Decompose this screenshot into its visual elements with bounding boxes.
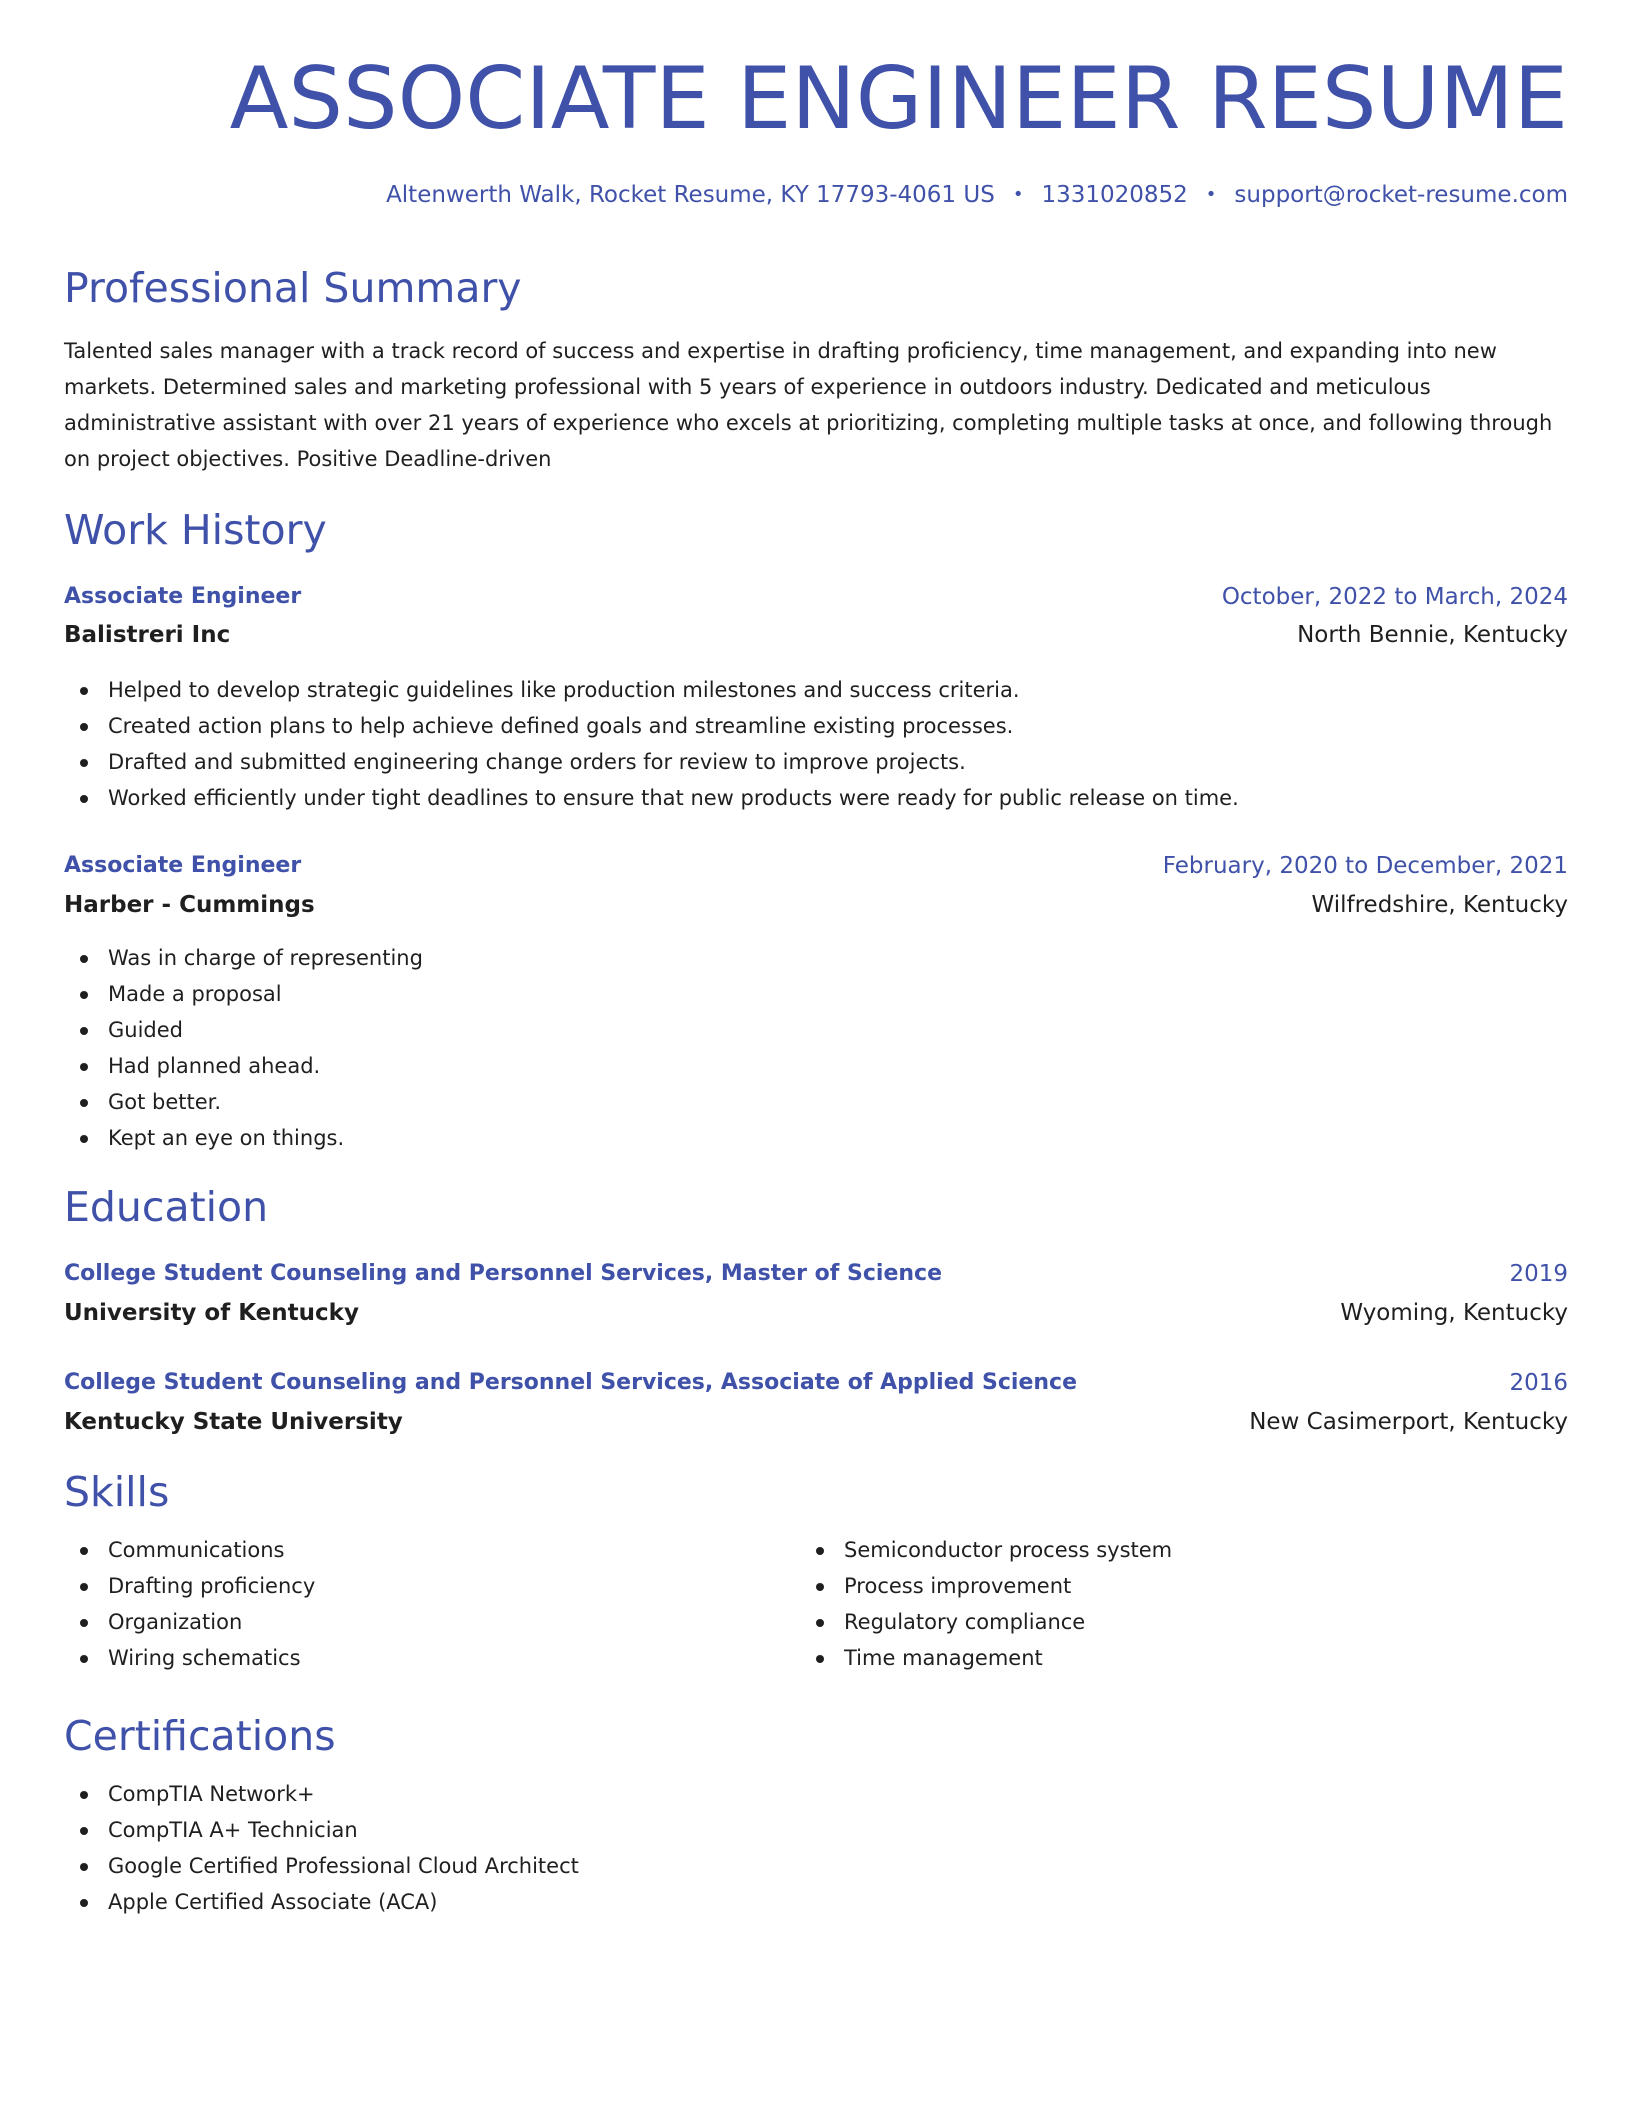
education-heading: Education (64, 1183, 269, 1231)
job-2-dates: February, 2020 to December, 2021 (1162, 853, 1568, 879)
education-2-subheader (64, 1407, 1568, 1437)
summary-text: Talented sales manager with a track record of success and expertise in drafting proficiency, time management, and expanding into new markets. Determined sales and marketing professional with 5 years of experience in outdoors industry. Dedicated and meticulous administrative assistant with over 21 years of experience who excels at prioritizing, completing multiple tasks at once, and following through on project objectives. Positive Deadline-driven (64, 339, 1553, 471)
job-2-header (64, 851, 1568, 881)
resume-title: ASSOCIATE ENGINEER RESUME (229, 49, 1568, 149)
phone-text: 1331020852 (1041, 182, 1188, 208)
job-1-company: Balistreri Inc (64, 622, 231, 648)
list-item: CompTIA A+ Technician (64, 1812, 579, 1848)
summary-heading: Professional Summary (64, 264, 522, 312)
job-1-location: North Bennie, Kentucky (1297, 622, 1568, 648)
job-2-location: Wilfredshire, Kentucky (1311, 892, 1568, 918)
list-item: Apple Certified Associate (ACA) (64, 1884, 579, 1920)
contact-separator: • (1205, 184, 1217, 205)
contact-separator: • (1012, 184, 1024, 205)
list-item: Google Certified Professional Cloud Architect (64, 1848, 579, 1884)
education-1-header (64, 1259, 1568, 1289)
list-item: Time management (800, 1640, 1172, 1676)
skills-heading: Skills (64, 1468, 170, 1516)
list-item: Got better. (64, 1084, 423, 1120)
education-2-degree: College Student Counseling and Personnel Services, Associate of Applied Science (64, 1370, 1078, 1395)
list-item: Wiring schematics (64, 1640, 315, 1676)
list-item: Semiconductor process system (800, 1532, 1172, 1568)
education-2-school: Kentucky State University (64, 1409, 403, 1435)
education-1-year: 2019 (1509, 1261, 1568, 1287)
job-1-bullets (64, 672, 1239, 816)
work-history-heading: Work History (64, 506, 327, 554)
list-item: Was in charge of representing (64, 940, 423, 976)
list-item: Guided (64, 1012, 423, 1048)
education-2-year: 2016 (1509, 1370, 1568, 1396)
list-item: Drafted and submitted engineering change orders for review to improve projects. (64, 744, 1239, 780)
job-2-company: Harber - Cummings (64, 892, 315, 918)
list-item: Helped to develop strategic guidelines like production milestones and success criteria. (64, 672, 1239, 708)
list-item: Communications (64, 1532, 315, 1568)
education-2-location: New Casimerport, Kentucky (1249, 1409, 1568, 1435)
list-item: Made a proposal (64, 976, 423, 1012)
list-item: Worked efficiently under tight deadlines to ensure that new products were ready for public release on time. (64, 780, 1239, 816)
job-1-dates: October, 2022 to March, 2024 (1221, 584, 1568, 610)
address-text: Altenwerth Walk, Rocket Resume, KY 17793-4061 US (386, 182, 995, 208)
education-1-school: University of Kentucky (64, 1300, 359, 1326)
contact-line (386, 184, 1568, 207)
job-1-header (64, 582, 1568, 612)
job-1-subheader (64, 620, 1568, 650)
skills-list-right (800, 1532, 1172, 1676)
list-item: Had planned ahead. (64, 1048, 423, 1084)
job-1-role: Associate Engineer (64, 584, 302, 609)
education-1-location: Wyoming, Kentucky (1340, 1300, 1568, 1326)
certifications-heading: Certifications (64, 1712, 336, 1760)
education-1-subheader (64, 1298, 1568, 1328)
skills-list-left (64, 1532, 315, 1676)
list-item: Drafting proficiency (64, 1568, 315, 1604)
job-2-bullets (64, 940, 423, 1156)
job-2-subheader (64, 890, 1568, 920)
job-2-role: Associate Engineer (64, 853, 302, 878)
list-item: Kept an eye on things. (64, 1120, 423, 1156)
education-2-header (64, 1368, 1568, 1398)
list-item: Process improvement (800, 1568, 1172, 1604)
email-link[interactable]: support@rocket-resume.com (1234, 182, 1568, 208)
list-item: Regulatory compliance (800, 1604, 1172, 1640)
list-item: Created action plans to help achieve defined goals and streamline existing processes. (64, 708, 1239, 744)
education-1-degree: College Student Counseling and Personnel Services, Master of Science (64, 1261, 943, 1286)
list-item: Organization (64, 1604, 315, 1640)
certifications-list (64, 1776, 579, 1920)
list-item: CompTIA Network+ (64, 1776, 579, 1812)
